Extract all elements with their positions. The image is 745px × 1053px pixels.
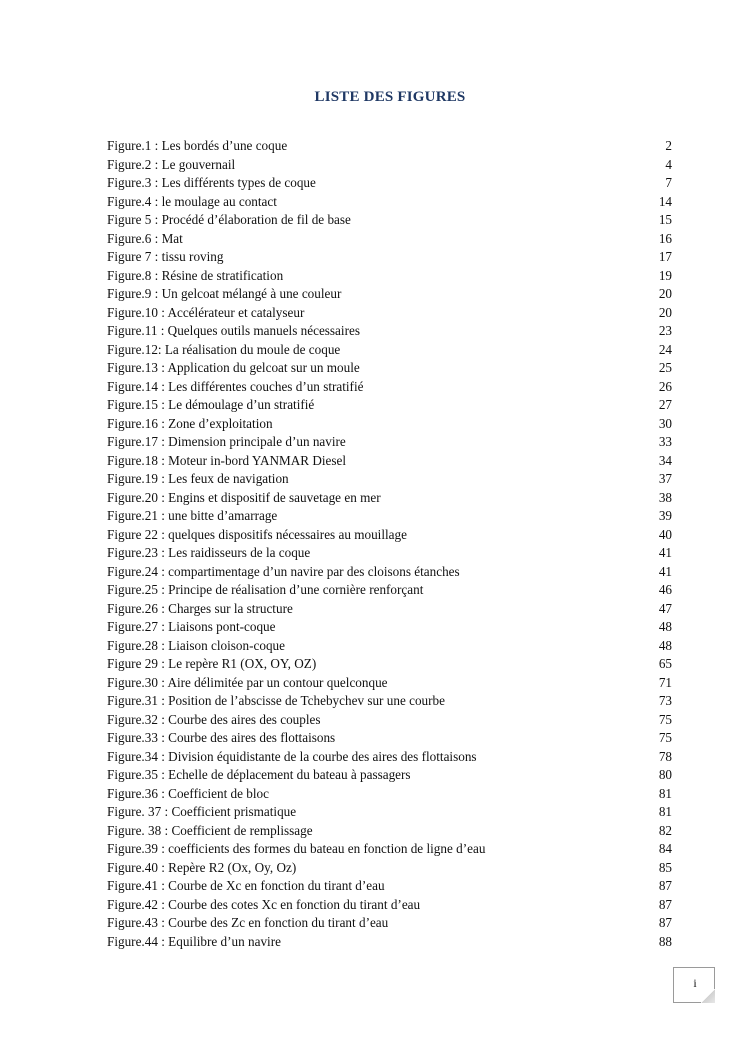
figure-entry-label: Figure.1 : Les bordés d’une coque (107, 138, 288, 153)
figure-entry-page: 23 (658, 323, 672, 338)
figure-entry-label: Figure.33 : Courbe des aires des flottaisons (107, 730, 336, 745)
figure-entry-label: Figure.10 : Accélérateur et catalyseur (107, 304, 305, 320)
figure-entry[interactable] (107, 267, 672, 286)
figure-entry-label: Figure 29 : Le repère R1 (OX, OY, OZ) (107, 656, 317, 671)
figure-entry-label: Figure.27 : Liaisons pont-coque (107, 619, 276, 634)
figure-entry[interactable] (107, 193, 672, 212)
figure-entry-label: Figure.20 : Engins et dispositif de sauvetage en mer (107, 489, 381, 505)
figure-entry-label: Figure.13 : Application du gelcoat sur un moule (107, 360, 360, 375)
figure-entry-page: 48 (658, 637, 672, 653)
figure-entry-page: 39 (658, 508, 672, 523)
figure-entry-page: 37 (658, 471, 672, 486)
figure-entry-page: 16 (658, 230, 672, 246)
figure-entry[interactable] (107, 304, 672, 323)
figure-entry-label: Figure.2 : Le gouvernail (107, 156, 236, 172)
figure-entry-label: Figure.14 : Les différentes couches d’un stratifié (107, 378, 364, 394)
figure-entry-label: Figure.16 : Zone d’exploitation (107, 415, 273, 431)
figure-entry[interactable] (107, 544, 672, 563)
figure-list (107, 137, 672, 951)
figure-entry-page: 47 (658, 600, 672, 616)
figure-entry-label: Figure 22 : quelques dispositifs nécessaires au mouillage (107, 526, 407, 542)
figure-entry[interactable] (107, 637, 672, 656)
figure-entry[interactable] (107, 655, 672, 674)
figure-entry[interactable] (107, 859, 672, 878)
figure-entry-page: 20 (658, 304, 672, 320)
figure-entry[interactable] (107, 618, 672, 637)
figure-entry-label: Figure 7 : tissu roving (107, 249, 224, 264)
figure-entry-label: Figure. 37 : Coefficient prismatique (107, 804, 297, 819)
figure-entry[interactable] (107, 211, 672, 230)
figure-entry-label: Figure.41 : Courbe de Xc en fonction du tirant d’eau (107, 878, 385, 893)
figure-entry-label: Figure.31 : Position de l’abscisse de Tchebychev sur une courbe (107, 693, 445, 708)
figure-entry-label: Figure.18 : Moteur in-bord YANMAR Diesel (107, 452, 347, 468)
figure-entry-page: 80 (658, 767, 672, 782)
figure-entry[interactable] (107, 378, 672, 397)
figure-entry[interactable] (107, 322, 672, 341)
figure-entry-label: Figure.43 : Courbe des Zc en fonction du tirant d’eau (107, 915, 389, 930)
figure-entry-label: Figure.40 : Repère R2 (Ox, Oy, Oz) (107, 859, 297, 875)
figure-entry[interactable] (107, 600, 672, 619)
figure-entry-label: Figure.9 : Un gelcoat mélangé à une couleur (107, 286, 342, 301)
figure-entry-page: 27 (658, 397, 672, 412)
figure-entry-label: Figure.44 : Equilibre d’un navire (107, 933, 281, 949)
figure-entry-label: Figure.19 : Les feux de navigation (107, 471, 289, 486)
figure-entry-page: 41 (658, 545, 672, 560)
figure-entry-page: 34 (658, 452, 672, 468)
figure-entry[interactable] (107, 341, 672, 360)
figure-entry-page: 15 (658, 212, 672, 227)
figure-entry[interactable] (107, 896, 672, 915)
figure-entry-label: Figure.28 : Liaison cloison-coque (107, 637, 285, 653)
figure-entry[interactable] (107, 507, 672, 526)
figure-entry-label: Figure.17 : Dimension principale d’un navire (107, 434, 346, 449)
figure-entry[interactable] (107, 433, 672, 452)
figure-entry[interactable] (107, 785, 672, 804)
figure-entry-label: Figure.8 : Résine de stratification (107, 267, 284, 283)
figure-entry[interactable] (107, 674, 672, 693)
figure-entry-label: Figure.3 : Les différents types de coque (107, 175, 316, 190)
figure-entry-label: Figure.39 : coefficients des formes du bateau en fonction de ligne d’eau (107, 841, 486, 856)
figure-entry-label: Figure.34 : Division équidistante de la courbe des aires des flottaisons (107, 748, 477, 764)
figure-entry-page: 24 (658, 341, 672, 357)
figure-entry-page: 2 (665, 138, 672, 153)
figure-entry-page: 82 (658, 822, 672, 838)
figure-entry-page: 71 (658, 674, 672, 690)
figure-entry-page: 17 (658, 249, 672, 264)
figure-entry-page: 38 (658, 489, 672, 505)
figure-entry-label: Figure.24 : compartimentage d’un navire par des cloisons étanches (107, 563, 460, 579)
figure-entry-page: 75 (658, 711, 672, 727)
figure-entry[interactable] (107, 285, 672, 304)
figure-entry-page: 40 (658, 526, 672, 542)
figure-entry-page: 65 (658, 656, 672, 671)
figure-entry-page: 78 (658, 748, 672, 764)
figure-entry-label: Figure.25 : Principe de réalisation d’une cornière renforçant (107, 582, 424, 597)
figure-entry-page: 19 (658, 267, 672, 283)
figure-entry[interactable] (107, 156, 672, 175)
figure-entry-page: 87 (658, 878, 672, 893)
figure-entry-page: 41 (658, 563, 672, 579)
figure-entry[interactable] (107, 396, 672, 415)
figure-entry-label: Figure.30 : Aire délimitée par un contour quelconque (107, 674, 388, 690)
figure-entry[interactable] (107, 748, 672, 767)
figure-entry-page: 81 (658, 785, 672, 801)
figure-entry-page: 46 (658, 582, 672, 597)
figure-entry-label: Figure.32 : Courbe des aires des couples (107, 711, 321, 727)
figure-entry[interactable] (107, 914, 672, 933)
figure-entry-page: 7 (665, 175, 672, 190)
figure-entry-page: 75 (658, 730, 672, 745)
figure-entry[interactable] (107, 766, 672, 785)
figure-entry-page: 87 (658, 915, 672, 930)
page-number-box (673, 967, 715, 1003)
figure-entry-label: Figure.26 : Charges sur la structure (107, 600, 293, 616)
figure-entry[interactable] (107, 137, 672, 156)
figure-entry[interactable] (107, 840, 672, 859)
figure-entry-page: 30 (658, 415, 672, 431)
figure-entry[interactable] (107, 526, 672, 545)
figure-entry[interactable] (107, 359, 672, 378)
figure-entry[interactable] (107, 470, 672, 489)
figure-entry[interactable] (107, 581, 672, 600)
figure-entry-label: Figure.35 : Echelle de déplacement du bateau à passagers (107, 767, 411, 782)
figure-entry-label: Figure.36 : Coefficient de bloc (107, 785, 269, 801)
figure-entry[interactable] (107, 248, 672, 267)
figure-entry[interactable] (107, 174, 672, 193)
figure-entry[interactable] (107, 711, 672, 730)
figure-entry[interactable] (107, 822, 672, 841)
page-curl-icon (701, 989, 715, 1003)
figure-entry[interactable] (107, 933, 672, 952)
figure-entry-page: 84 (658, 841, 672, 856)
figure-entry[interactable] (107, 230, 672, 249)
page-number: i (693, 976, 697, 990)
figure-entry[interactable] (107, 563, 672, 582)
page-title: LISTE DES FIGURES (314, 89, 466, 105)
figure-entry-page: 88 (658, 933, 672, 949)
figure-entry-page: 87 (658, 896, 672, 912)
figure-entry[interactable] (107, 729, 672, 748)
figure-entry-label: Figure.6 : Mat (107, 230, 183, 246)
figure-entry[interactable] (107, 803, 672, 822)
figure-entry-label: Figure 5 : Procédé d’élaboration de fil de base (107, 212, 351, 227)
figure-entry[interactable] (107, 452, 672, 471)
figure-entry-page: 26 (658, 378, 672, 394)
figure-entry-page: 33 (658, 434, 672, 449)
figure-entry-label: Figure.21 : une bitte d’amarrage (107, 508, 278, 523)
figure-entry[interactable] (107, 692, 672, 711)
figure-entry-label: Figure.15 : Le démoulage d’un stratifié (107, 397, 315, 412)
figure-entry-label: Figure.23 : Les raidisseurs de la coque (107, 545, 311, 560)
figure-entry[interactable] (107, 489, 672, 508)
figure-entry-label: Figure.4 : le moulage au contact (107, 193, 277, 209)
figure-entry-page: 14 (658, 193, 672, 209)
figure-entry-page: 25 (658, 360, 672, 375)
figure-entry[interactable] (107, 877, 672, 896)
figure-entry-label: Figure.11 : Quelques outils manuels nécessaires (107, 323, 360, 338)
figure-entry-page: 85 (658, 859, 672, 875)
figure-entry-page: 4 (665, 156, 672, 172)
figure-entry-page: 81 (658, 804, 672, 819)
figure-entry-label: Figure. 38 : Coefficient de remplissage (107, 822, 313, 838)
figure-entry-page: 20 (658, 286, 672, 301)
figure-entry-label: Figure.42 : Courbe des cotes Xc en fonction du tirant d’eau (107, 896, 421, 912)
figure-entry-page: 73 (658, 693, 672, 708)
figure-entry[interactable] (107, 415, 672, 434)
figure-entry-page: 48 (658, 619, 672, 634)
figure-entry-label: Figure.12: La réalisation du moule de coque (107, 341, 341, 357)
